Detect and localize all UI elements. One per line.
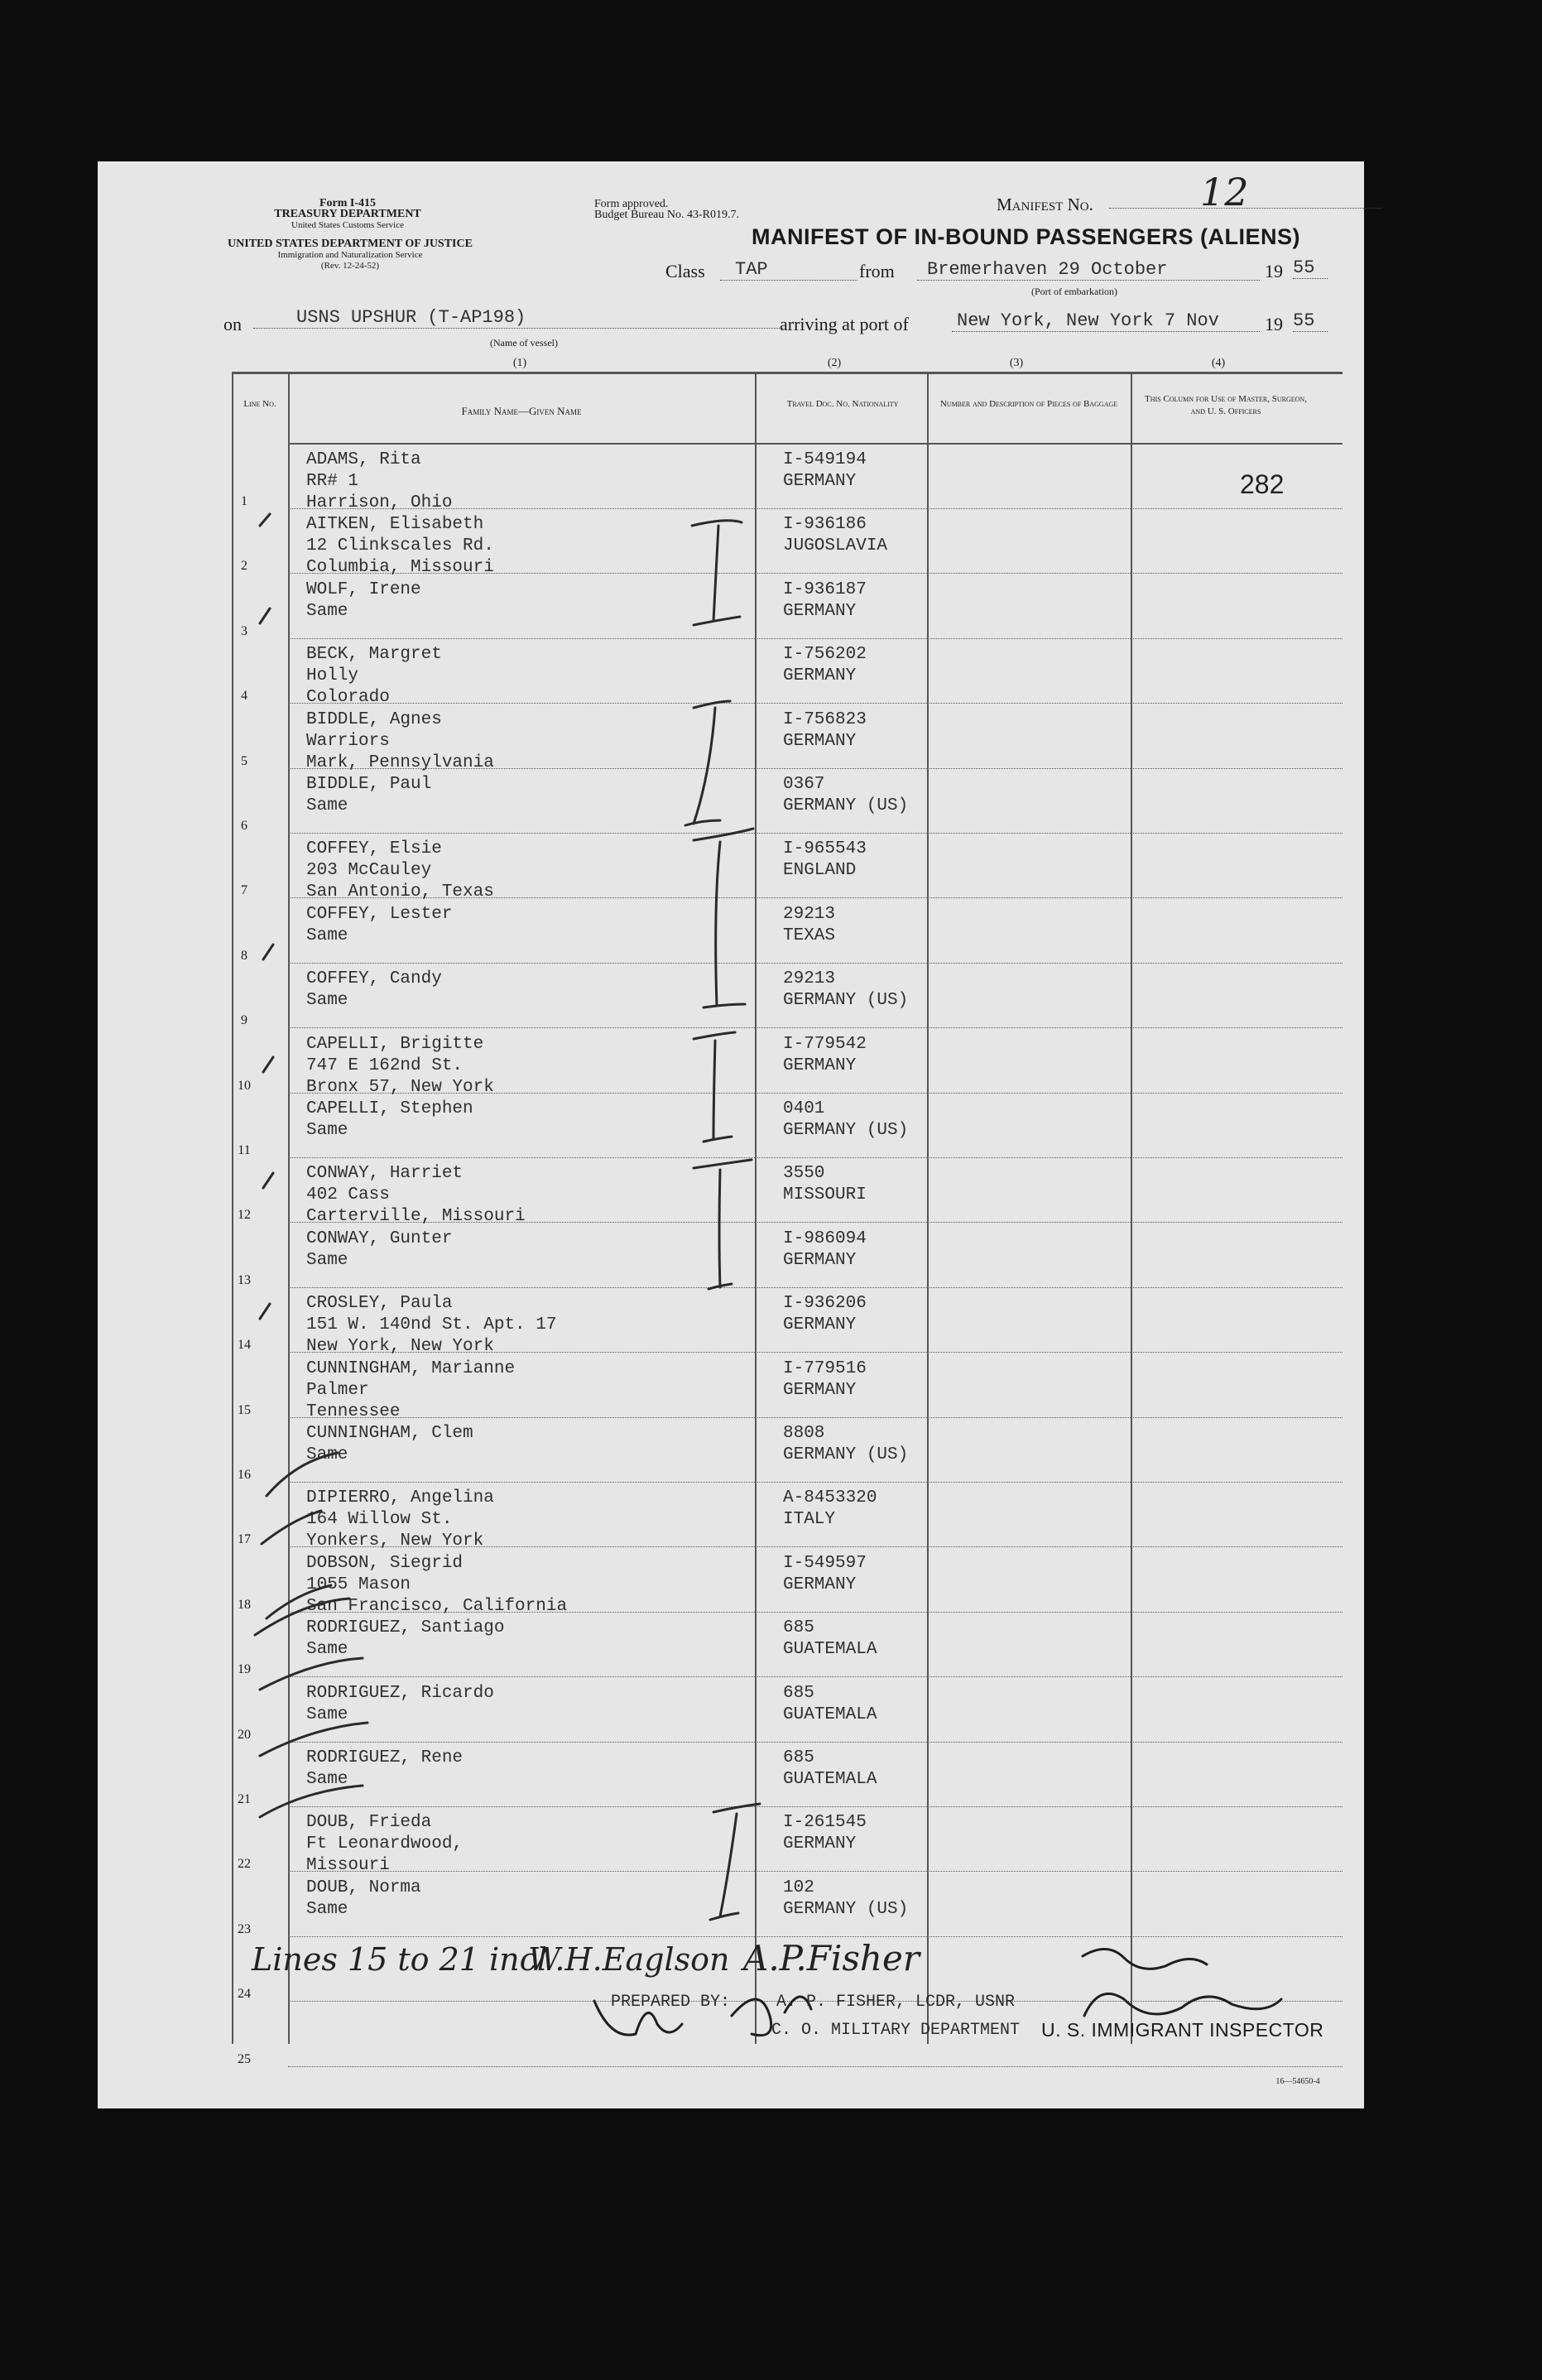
fisher-signature: A.P.Fisher	[743, 1938, 920, 1979]
passenger-name-address: CONWAY, Gunter Same	[306, 1228, 453, 1270]
table-row	[98, 899, 1364, 964]
table-row	[98, 1029, 1364, 1097]
year-prefix: 19	[1265, 261, 1283, 281]
line-number: 3	[241, 623, 247, 638]
passenger-name-address: CONWAY, Harriet 402 Cass Carterville, Missouri	[306, 1164, 526, 1227]
table-row	[98, 639, 1364, 708]
line-number: 8	[241, 948, 247, 963]
line-number: 25	[238, 2051, 251, 2066]
vessel-name: USNS UPSHUR (T-AP198)	[253, 307, 783, 329]
port-caption: (Port of embarkation)	[1031, 286, 1117, 297]
passenger-name-address: DOUB, Norma Same	[306, 1878, 421, 1919]
prepared-name: A. P. FISHER, LCDR, USNR	[776, 1993, 1016, 2012]
passenger-name-address: AITKEN, Elisabeth 12 Clinkscales Rd. Columbia, Missouri	[306, 515, 494, 578]
officer-note: 282	[1240, 469, 1285, 499]
line-number: 9	[241, 1013, 247, 1028]
manifest-number: 12	[1109, 175, 1382, 209]
prepared-label: PREPARED BY:	[611, 1993, 731, 2012]
passenger-name-address: COFFEY, Lester Same	[306, 904, 453, 945]
line-number: 11	[238, 1143, 251, 1157]
passenger-name-address: CUNNINGHAM, Marianne Palmer Tennessee	[306, 1358, 516, 1421]
travel-doc-nationality: 0401 GERMANY (US)	[783, 1099, 909, 1140]
header-officers: This Column for Use of Master, Surgeon, and U. S. Officers	[1145, 394, 1307, 416]
col-num-4: (4)	[1211, 357, 1226, 369]
table-row	[98, 704, 1364, 772]
prepared-dept: C. O. MILITARY DEPARTMENT	[771, 2021, 1021, 2040]
travel-doc-nationality: I-779542 GERMANY	[783, 1034, 867, 1075]
header-baggage: Number and Description of Pieces of Baggage	[939, 399, 1118, 409]
header-line-no: Line No.	[243, 399, 276, 409]
passenger-name-address: CROSLEY, Paula 151 W. 140nd St. Apt. 17 New York, New York	[306, 1294, 557, 1357]
travel-doc-nationality: 102 GERMANY (US)	[783, 1878, 909, 1919]
inspector-label: U. S. IMMIGRANT INSPECTOR	[1041, 2019, 1324, 2041]
travel-doc-nationality: 685 GUATEMALA	[783, 1683, 877, 1724]
travel-doc-nationality: I-986094 GERMANY	[783, 1228, 867, 1270]
table-row	[98, 1807, 1364, 1876]
page-title: MANIFEST OF IN-BOUND PASSENGERS (ALIENS)	[752, 224, 1301, 249]
line-number: 15	[238, 1402, 251, 1417]
class-label: Class	[665, 261, 705, 281]
passenger-name-address: BIDDLE, Paul Same	[306, 775, 432, 815]
table-row	[98, 1483, 1364, 1551]
table-row	[98, 1288, 1364, 1357]
table-row	[98, 1158, 1364, 1227]
line-number: 12	[238, 1208, 251, 1223]
table-row	[98, 445, 1364, 512]
line-number: 21	[238, 1792, 251, 1806]
travel-doc-nationality: 685 GUATEMALA	[783, 1748, 877, 1789]
passenger-name-address: CAPELLI, Brigitte 747 E 162nd St. Bronx 57, New York	[306, 1034, 494, 1097]
line-number: 22	[238, 1857, 251, 1872]
vessel-caption: (Name of vessel)	[490, 337, 558, 349]
travel-doc-nationality: I-779516 GERMANY	[783, 1358, 867, 1400]
year-arrival: 55	[1293, 310, 1328, 332]
table-row	[98, 1873, 1364, 1937]
passenger-name-address: RODRIGUEZ, Santiago Same	[306, 1618, 505, 1660]
travel-doc-nationality: 29213 GERMANY (US)	[783, 969, 909, 1011]
travel-doc-nationality: A-8453320 ITALY	[783, 1488, 877, 1530]
form-approved: Form approved.	[594, 198, 669, 210]
passenger-name-address: CUNNINGHAM, Clem Same	[306, 1424, 473, 1464]
travel-doc-nationality: I-549597 GERMANY	[783, 1553, 867, 1594]
handwritten-signature: W.H.Eaglson	[528, 1941, 730, 1978]
passenger-name-address: BECK, Margret Holly Colorado	[306, 645, 442, 708]
line-number: 13	[238, 1272, 251, 1287]
passenger-name-address: DOUB, Frieda Ft Leonardwood, Missouri	[306, 1813, 464, 1876]
passenger-name-address: WOLF, Irene Same	[306, 579, 421, 621]
table-row	[98, 1548, 1364, 1616]
line-number: 17	[238, 1532, 251, 1547]
ins-service: Immigration and Naturalization Service	[277, 250, 423, 260]
line-number: 2	[241, 559, 247, 574]
table-row	[98, 1353, 1364, 1421]
manifest-sheet	[98, 161, 1364, 2108]
line-number: 19	[238, 1662, 251, 1677]
passenger-name-address: DIPIERRO, Angelina 164 Willow St. Yonkers, New York	[306, 1488, 494, 1551]
table-row	[98, 1224, 1364, 1288]
handwritten-lines-note: Lines 15 to 21 incl	[252, 1941, 548, 1978]
line-number: 4	[241, 689, 247, 704]
line-number: 20	[238, 1727, 251, 1742]
passenger-name-address: BIDDLE, Agnes Warriors Mark, Pennsylvania	[306, 709, 494, 772]
table-row	[98, 1094, 1364, 1158]
revision: (Rev. 12-24-52)	[320, 261, 380, 271]
travel-doc-nationality: I-936187 GERMANY	[783, 579, 867, 621]
table-row	[98, 834, 1364, 902]
travel-doc-nationality: I-549194 GERMANY	[783, 450, 867, 491]
from-value: Bremerhaven 29 October	[917, 259, 1260, 281]
passenger-name-address: RODRIGUEZ, Ricardo Same	[306, 1683, 494, 1724]
col-num-2: (2)	[827, 357, 842, 369]
line-number: 24	[238, 1987, 251, 2002]
passenger-name-address: CAPELLI, Stephen Same	[306, 1099, 473, 1140]
travel-doc-nationality: 8808 GERMANY (US)	[783, 1424, 909, 1464]
passenger-name-address: RODRIGUEZ, Rene Same	[306, 1748, 464, 1789]
line-number: 18	[238, 1597, 251, 1612]
from-label: from	[859, 261, 895, 281]
travel-doc-nationality: I-756202 GERMANY	[783, 645, 867, 686]
arriving-label: arriving at port of	[780, 314, 909, 334]
form-number: Form I-415	[319, 197, 377, 209]
passenger-name-address: COFFEY, Candy Same	[306, 969, 442, 1011]
justice-dept: UNITED STATES DEPARTMENT OF JUSTICE	[228, 238, 473, 250]
travel-doc-nationality: I-936206 GERMANY	[783, 1294, 867, 1335]
table-row	[98, 1418, 1364, 1483]
footer-code: 16—54650-4	[1275, 2077, 1320, 2086]
table-row	[98, 1678, 1364, 1743]
budget-bureau: Budget Bureau No. 43-R019.7.	[594, 209, 739, 221]
row-rule	[288, 2066, 1343, 2067]
year-prefix: 19	[1265, 314, 1283, 334]
travel-doc-nationality: 3550 MISSOURI	[783, 1164, 867, 1205]
table-row	[98, 769, 1364, 834]
table-top-rule	[232, 372, 1343, 374]
travel-doc-nationality: 685 GUATEMALA	[783, 1618, 877, 1660]
travel-doc-nationality: I-965543 ENGLAND	[783, 839, 867, 881]
arriving-value: New York, New York 7 Nov	[952, 310, 1260, 332]
passenger-name-address: ADAMS, Rita RR# 1 Harrison, Ohio	[306, 450, 453, 512]
col-num-1: (1)	[512, 357, 527, 369]
travel-doc-nationality: I-261545 GERMANY	[783, 1813, 867, 1854]
table-row	[98, 575, 1364, 639]
treasury-dept: TREASURY DEPARTMENT	[274, 208, 421, 220]
table-row	[98, 964, 1364, 1028]
year-arrival-embark: 55	[1293, 257, 1328, 279]
table-row	[98, 1613, 1364, 1677]
header-name: Family Name—Given Name	[461, 405, 582, 417]
header-doc: Travel Doc. No. Nationality	[786, 399, 899, 409]
line-number: 10	[238, 1078, 251, 1093]
class-value: TAP	[720, 259, 857, 281]
table-row	[98, 509, 1364, 578]
manifest-label: Manifest No.	[997, 195, 1093, 214]
on-label: on	[223, 314, 242, 334]
travel-doc-nationality: I-936186 JUGOSLAVIA	[783, 515, 888, 556]
passenger-name-address: DOBSON, Siegrid 1055 Mason San Francisco, California	[306, 1553, 568, 1616]
line-number: 6	[241, 819, 247, 833]
line-number: 14	[238, 1338, 251, 1353]
customs-service: United States Customs Service	[291, 220, 404, 230]
line-number: 23	[238, 1921, 251, 1936]
line-number: 5	[241, 753, 247, 768]
travel-doc-nationality: 29213 TEXAS	[783, 904, 836, 945]
line-number: 7	[241, 883, 247, 898]
travel-doc-nationality: I-756823 GERMANY	[783, 709, 867, 751]
line-number: 16	[238, 1468, 251, 1482]
line-number: 1	[241, 494, 247, 508]
travel-doc-nationality: 0367 GERMANY (US)	[783, 775, 909, 815]
table-row	[98, 1743, 1364, 1807]
col-num-3: (3)	[1009, 357, 1024, 369]
passenger-name-address: COFFEY, Elsie 203 McCauley San Antonio, Texas	[306, 839, 494, 902]
